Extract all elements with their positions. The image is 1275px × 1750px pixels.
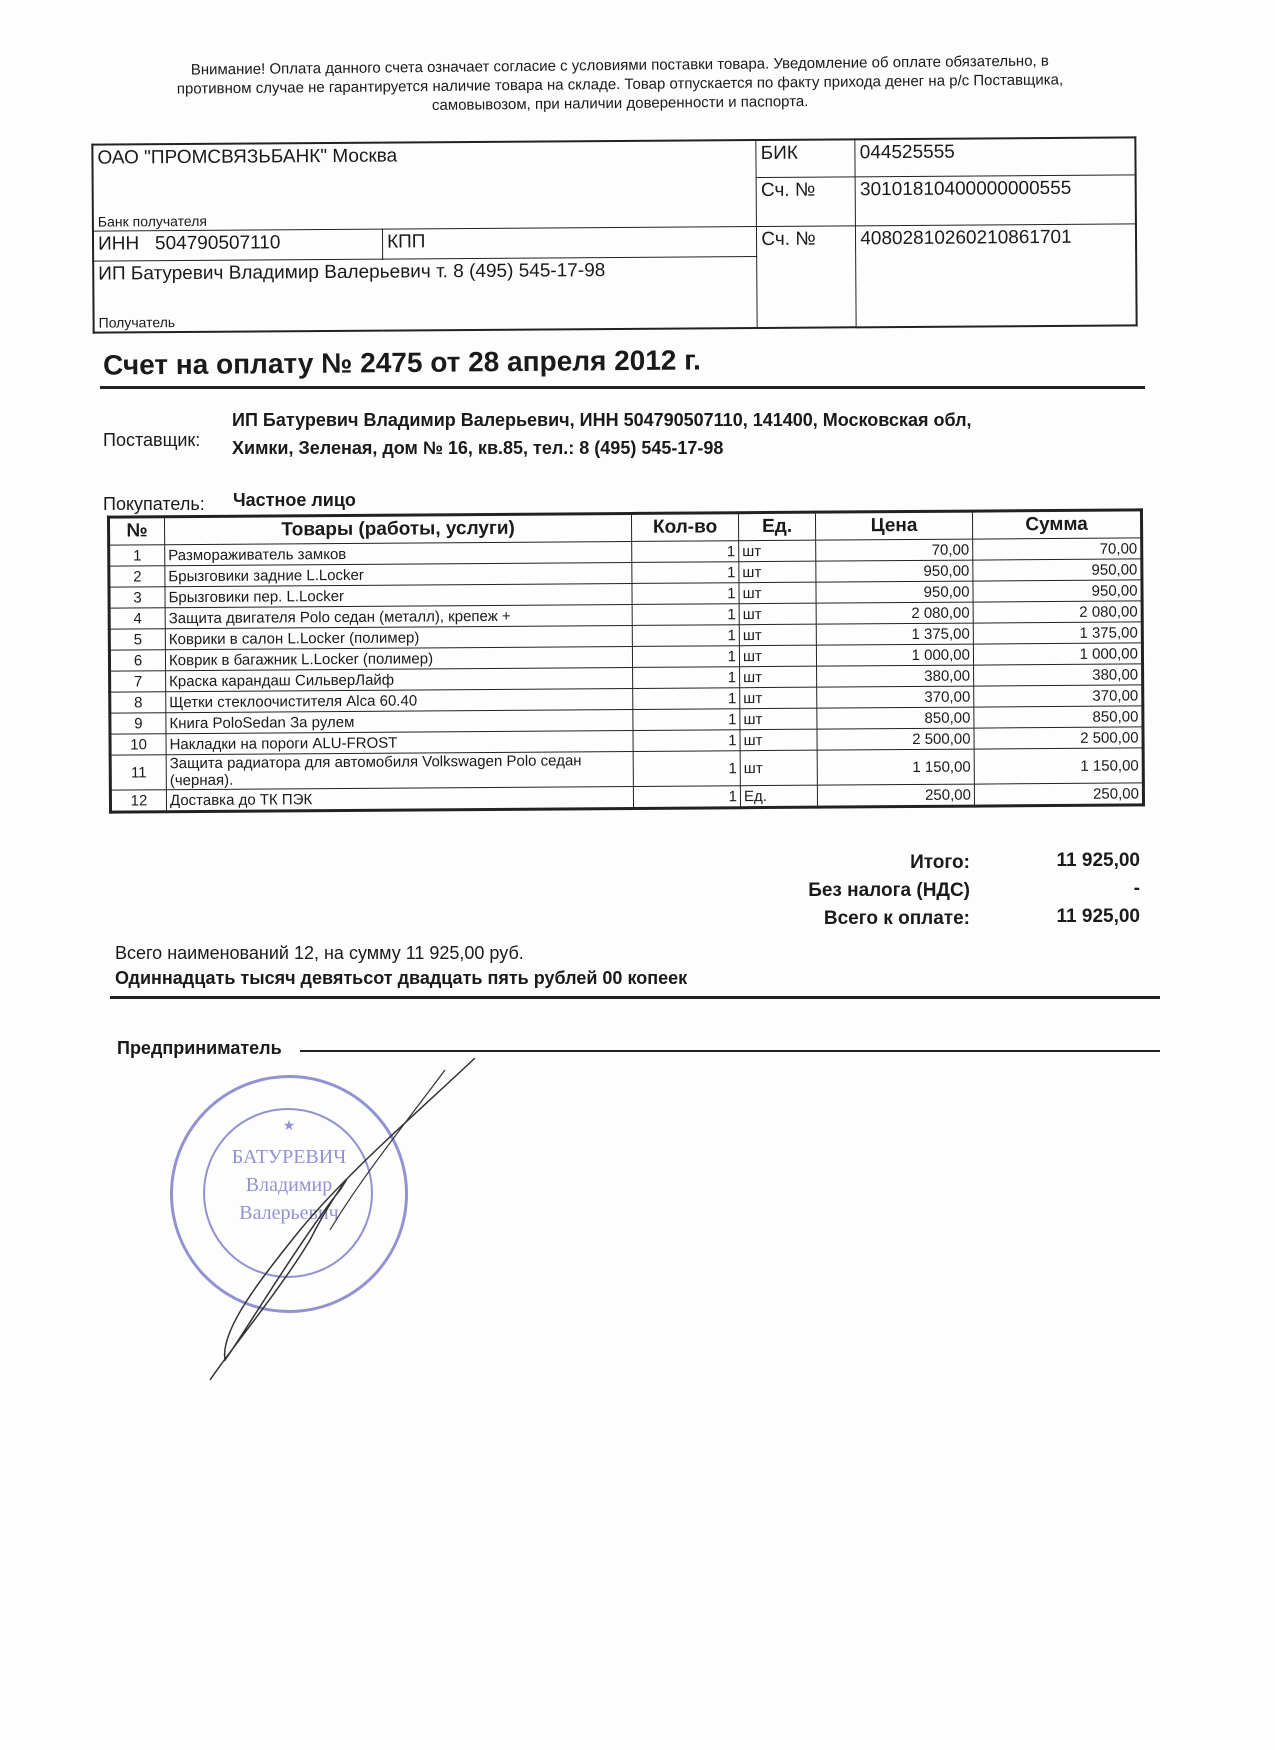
row-number: 3 — [109, 587, 165, 608]
row-goods: Брызговики задние L.Locker — [165, 562, 632, 586]
stamp-first-name: Владимир — [245, 1174, 333, 1196]
acc-label: Сч. № — [757, 226, 857, 328]
stamp-surname: БАТУРЕВИЧ — [231, 1146, 347, 1168]
row-sum: 850,00 — [974, 706, 1143, 728]
row-qty: 1 — [633, 786, 740, 809]
row-unit: шт — [740, 708, 817, 730]
row-number: 1 — [109, 545, 165, 566]
kpp-label: КПП — [382, 227, 756, 259]
row-price: 2 500,00 — [817, 728, 974, 750]
row-sum: 950,00 — [973, 580, 1142, 602]
row-qty: 1 — [633, 751, 740, 787]
recipient-label: Получатель — [98, 314, 176, 331]
inn-cell — [93, 229, 383, 261]
bank-label: Банк получателя — [97, 213, 207, 230]
row-qty: 1 — [633, 709, 740, 731]
col-qty: Кол-во — [631, 513, 738, 542]
row-number: 10 — [110, 734, 166, 755]
inn-label: ИНН — [97, 233, 140, 255]
row-unit: шт — [740, 666, 817, 688]
row-number: 5 — [109, 629, 165, 650]
invoice-title: Счет на оплату № 2475 от 28 апреля 2012 г. — [102, 344, 701, 381]
row-unit: шт — [739, 624, 816, 646]
row-sum: 2 500,00 — [974, 727, 1143, 749]
bik-value: 044525555 — [855, 137, 1135, 177]
supplier-label: Поставщик: — [103, 430, 201, 450]
row-number: 4 — [109, 608, 165, 629]
stamp-star-icon: ★ — [282, 1119, 296, 1134]
row-price: 850,00 — [817, 707, 974, 729]
row-qty: 1 — [633, 667, 740, 689]
row-unit: шт — [740, 750, 817, 786]
row-qty: 1 — [633, 688, 740, 710]
row-unit: шт — [739, 561, 816, 583]
row-qty: 1 — [632, 646, 739, 668]
bank-details-table — [91, 136, 1137, 333]
corr-acc-value: 30101810400000000555 — [855, 175, 1136, 226]
row-goods: Книга PoloSedan За рулем — [166, 709, 633, 733]
bik-label: БИК — [756, 139, 855, 177]
row-price: 1 375,00 — [816, 623, 973, 645]
row-unit: шт — [739, 645, 816, 667]
row-unit: шт — [740, 687, 817, 709]
vat-label: Без налога (НДС) — [808, 880, 970, 901]
vat-value: - — [1133, 878, 1140, 899]
corr-acc-label: Сч. № — [756, 177, 855, 227]
row-sum: 250,00 — [974, 783, 1143, 806]
signer-label: Предприниматель — [117, 1038, 282, 1058]
payment-warning: Внимание! Оплата данного счета означает согласие с условиями поставки товара. Уведомление об оплате обязательно, в противном случае не гарантируется наличие товара на складе. Товар отпускается по факту прихода денег на р/с Поставщика, самовывозом, при наличии доверенности и паспорта. — [176, 52, 1064, 114]
row-qty: 1 — [632, 625, 739, 647]
row-price: 1 000,00 — [816, 644, 973, 666]
bank-name: ОАО "ПРОМСВЯЗЬБАНК" Москва — [97, 145, 398, 169]
bank-name-cell — [92, 140, 756, 232]
acc-value: 40802810260210861701 — [856, 224, 1137, 327]
row-sum: 370,00 — [974, 685, 1143, 707]
col-goods: Товары (работы, услуги) — [164, 513, 631, 544]
row-price: 70,00 — [816, 539, 973, 561]
pay-label: Всего к оплате: — [823, 908, 970, 929]
row-unit: Ед. — [740, 785, 817, 808]
row-number: 12 — [110, 790, 166, 812]
row-goods: Размораживатель замков — [165, 541, 632, 565]
row-price: 250,00 — [817, 784, 974, 807]
row-goods: Краска карандаш СильверЛайф — [166, 667, 633, 691]
row-sum: 1 375,00 — [973, 622, 1142, 644]
row-goods: Коврики в салон L.Locker (полимер) — [165, 625, 632, 649]
row-goods: Щетки стеклоочистителя Alca 60.40 — [166, 688, 633, 712]
summary-words: Одиннадцать тысяч девятьсот двадцать пять рублей 00 копеек — [115, 968, 688, 988]
row-goods: Брызговики пер. L.Locker — [165, 583, 632, 607]
inn-value: 504790507110 — [154, 232, 281, 255]
row-goods: Накладки на пороги ALU-FROST — [166, 730, 633, 754]
row-goods: Коврик в багажник L.Locker (полимер) — [165, 646, 632, 670]
row-qty: 1 — [632, 604, 739, 626]
row-qty: 1 — [632, 562, 739, 584]
row-price: 380,00 — [817, 665, 974, 687]
summary-count: Всего наименований 12, на сумму 11 925,00 руб. — [115, 943, 524, 963]
col-number: № — [108, 517, 164, 545]
title-divider — [100, 386, 1145, 389]
col-sum: Сумма — [972, 510, 1141, 539]
supplier-line-2: Химки, Зеленая, дом № 16, кв.85, тел.: 8 (495) 545-17-98 — [232, 438, 724, 458]
row-price: 1 150,00 — [817, 749, 974, 785]
row-number: 2 — [109, 566, 165, 587]
row-goods: Доставка до ТК ПЭК — [166, 786, 633, 811]
row-qty: 1 — [633, 730, 740, 752]
row-sum: 1 000,00 — [973, 643, 1142, 665]
row-number: 9 — [110, 713, 166, 734]
row-sum: 1 150,00 — [974, 748, 1143, 784]
row-sum: 950,00 — [973, 559, 1142, 581]
row-goods: Защита двигателя Polo седан (металл), крепеж + — [165, 604, 632, 628]
items-table — [107, 508, 1145, 813]
row-price: 950,00 — [816, 560, 973, 582]
row-sum: 380,00 — [974, 664, 1143, 686]
row-unit: шт — [739, 603, 816, 625]
total-label: Итого: — [910, 852, 970, 873]
row-price: 2 080,00 — [816, 602, 973, 624]
row-number: 8 — [110, 692, 166, 713]
row-sum: 2 080,00 — [973, 601, 1142, 623]
row-number: 11 — [110, 755, 166, 790]
col-price: Цена — [815, 511, 972, 540]
total-value: 11 925,00 — [1056, 850, 1140, 871]
stamp-middle-name: Валерьевич — [239, 1202, 339, 1224]
row-unit: шт — [739, 582, 816, 604]
row-goods: Защита радиатора для автомобиля Volkswagen Polo седан (черная). — [166, 751, 633, 789]
pay-value: 11 925,00 — [1056, 906, 1140, 927]
row-sum: 70,00 — [973, 538, 1142, 560]
row-price: 950,00 — [816, 581, 973, 603]
col-unit: Ед. — [738, 512, 815, 541]
row-price: 370,00 — [817, 686, 974, 708]
buyer-label: Покупатель: — [103, 494, 205, 514]
summary-divider — [110, 996, 1160, 999]
row-qty: 1 — [632, 583, 739, 605]
signature-line — [300, 1050, 1160, 1052]
recipient-name: ИП Батуревич Владимир Валерьевич т. 8 (495) 545-17-98 — [98, 259, 606, 285]
supplier-line-1: ИП Батуревич Владимир Валерьевич, ИНН 504790507110, 141400, Московская обл, — [232, 410, 972, 430]
buyer-value: Частное лицо — [233, 490, 356, 510]
row-number: 7 — [110, 671, 166, 692]
seal-stamp — [170, 1075, 408, 1313]
row-qty: 1 — [632, 541, 739, 563]
row-unit: шт — [740, 729, 817, 751]
row-unit: шт — [739, 540, 816, 562]
row-number: 6 — [109, 650, 165, 671]
recipient-cell — [93, 256, 757, 332]
